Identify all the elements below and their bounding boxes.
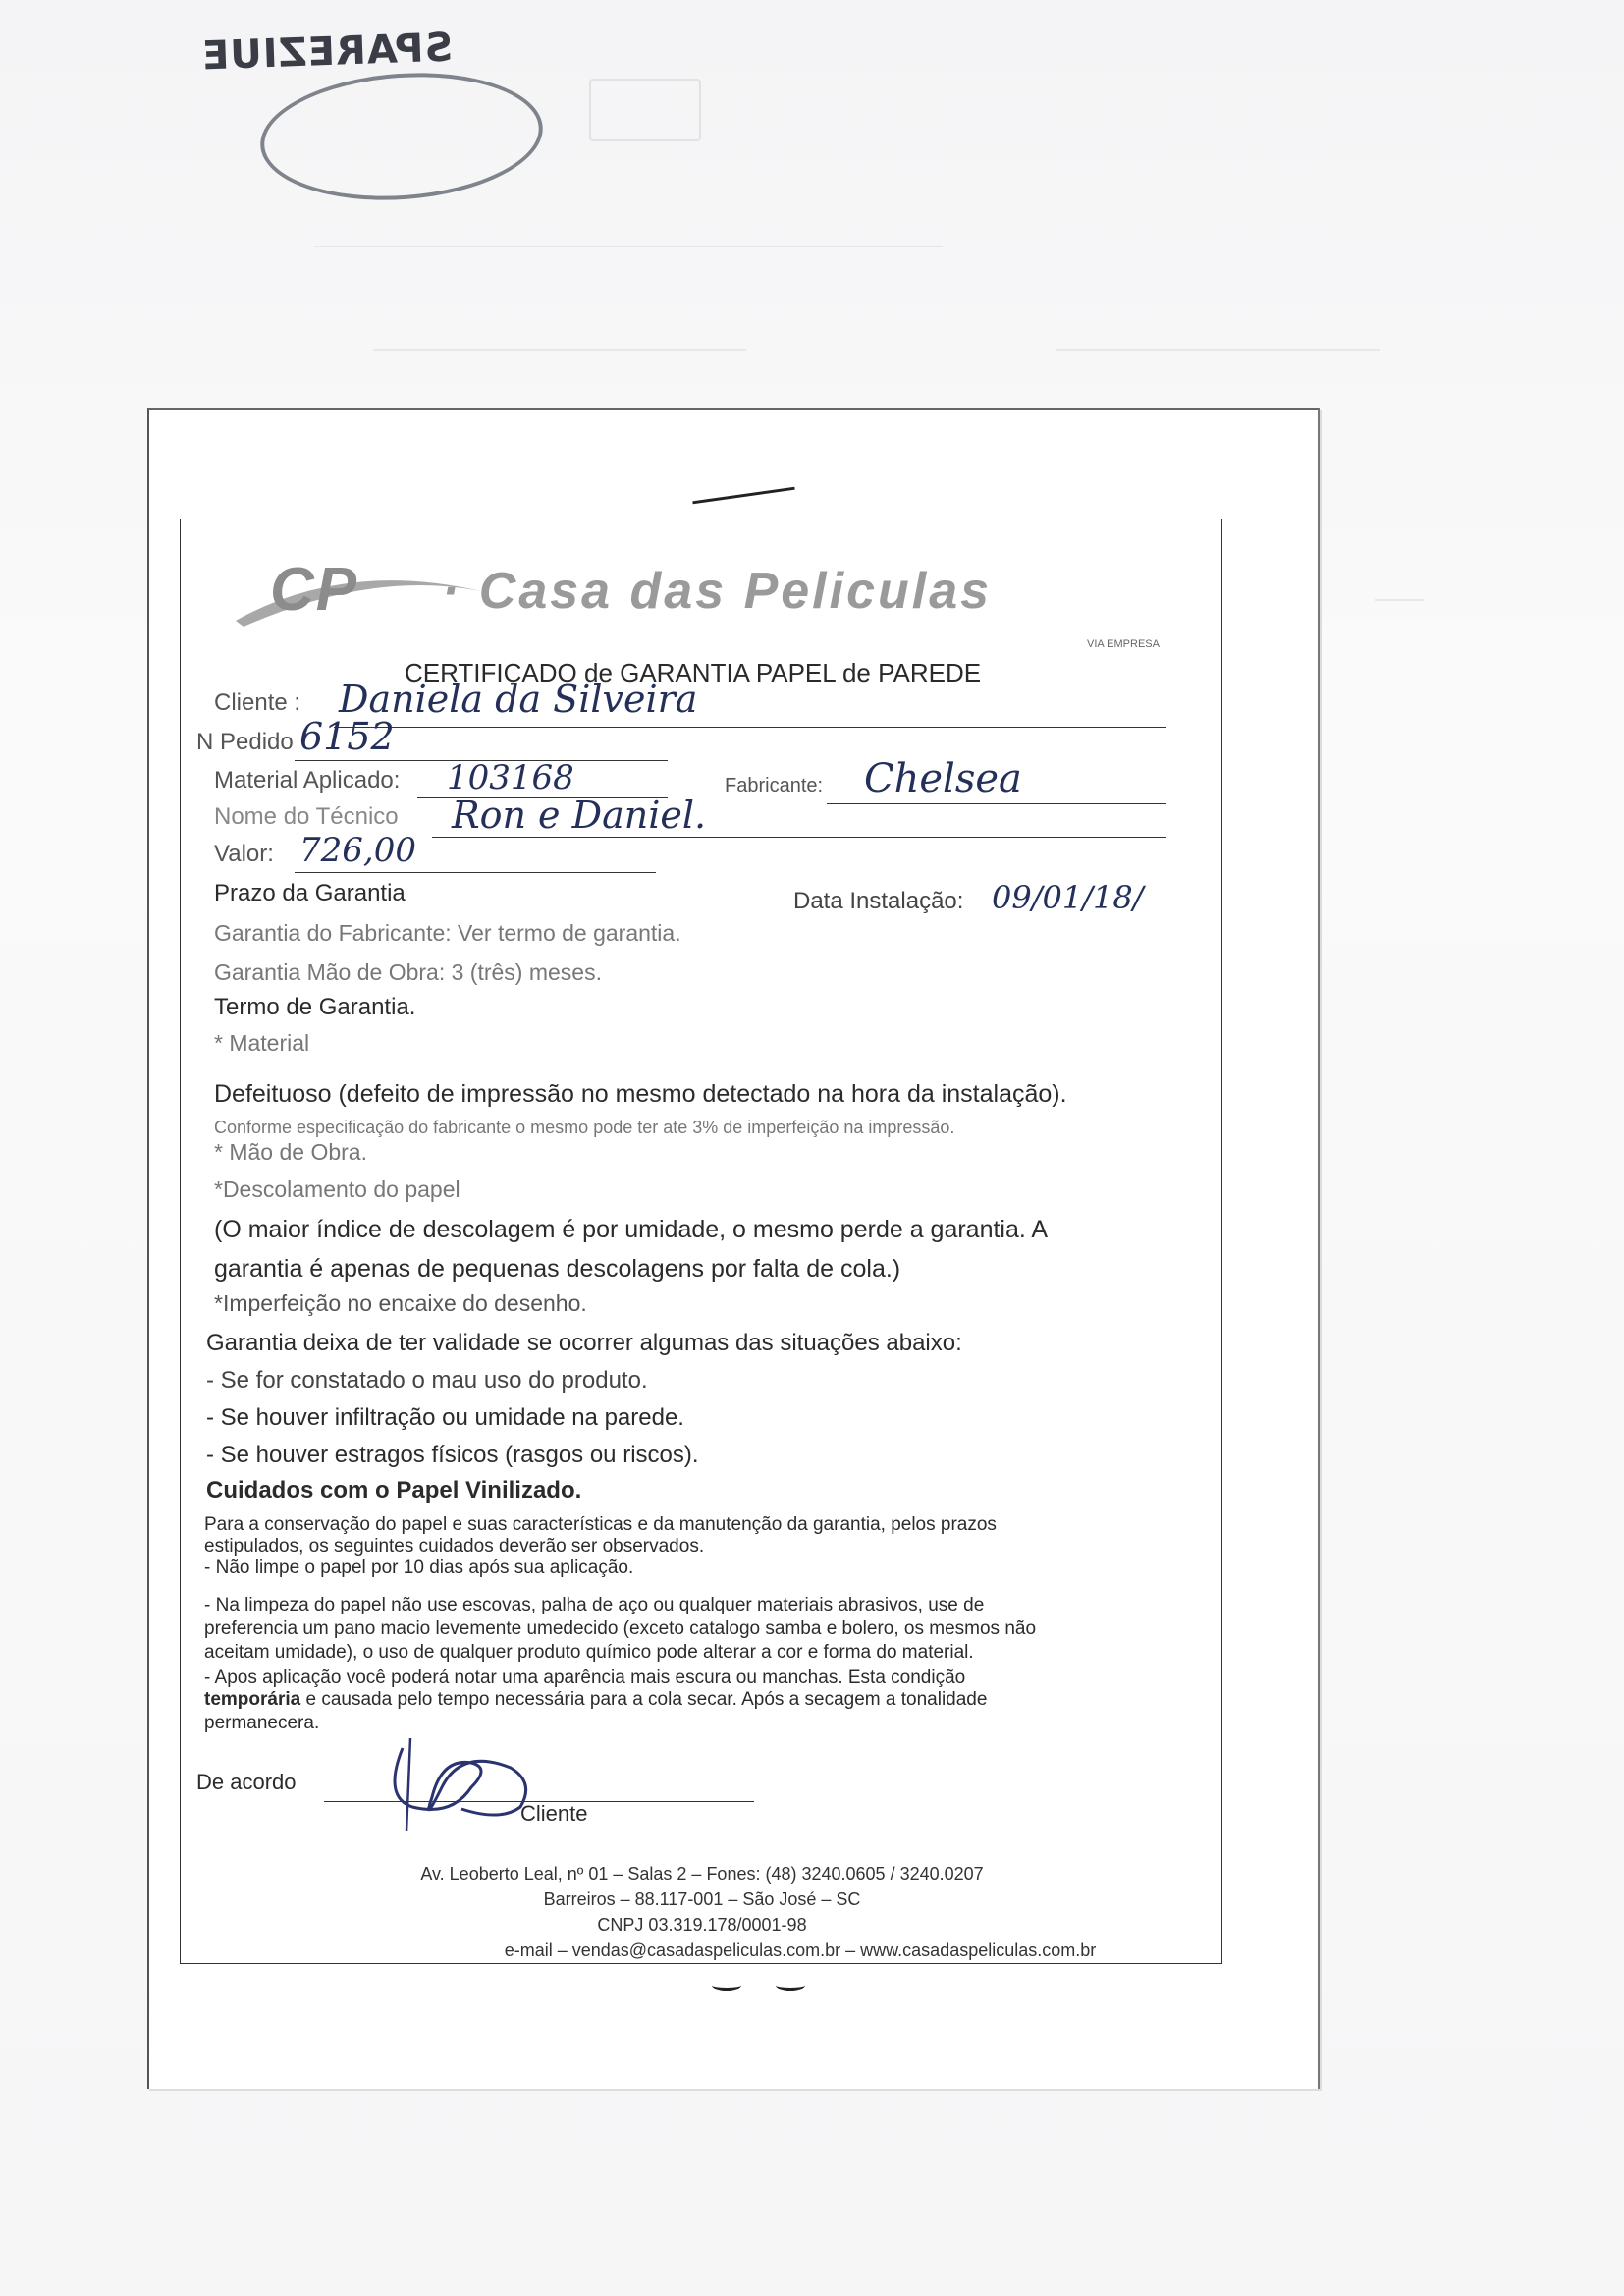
valor-label: Valor: bbox=[214, 841, 274, 867]
fabricante-line bbox=[827, 803, 1166, 804]
cuidados-line-1: Para a conservação do papel e suas características e da manutenção da garantia, pelos prazos bbox=[204, 1514, 997, 1535]
stamp-handwriting: SPAREZIUE bbox=[200, 25, 454, 80]
termo-maior-indice-1: (O maior índice de descolagem é por umidade, o mesmo perde a garantia. A bbox=[214, 1216, 1049, 1243]
de-acordo-label: De acordo bbox=[196, 1770, 297, 1794]
pedido-value: 6152 bbox=[299, 715, 395, 758]
cliente-line bbox=[334, 727, 1166, 728]
cliente-value: Daniela da Silveira bbox=[339, 678, 698, 721]
cuidados-line-9: permanecera. bbox=[204, 1713, 320, 1733]
cuidados-line-6: aceitam umidade), o uso de qualquer produto químico pode alterar a cor e forma do material. bbox=[204, 1642, 974, 1663]
termo-imperfeicao: *Imperfeição no encaixe do desenho. bbox=[214, 1290, 587, 1316]
termo-validade: Garantia deixa de ter validade se ocorrer algumas das situações abaixo: bbox=[206, 1330, 962, 1356]
prazo-heading: Prazo da Garantia bbox=[214, 880, 406, 906]
pen-mark-bottom bbox=[712, 1980, 741, 1991]
termo-maior-indice-2: garantia é apenas de pequenas descolagens por falta de cola.) bbox=[214, 1255, 901, 1283]
footer-email: e-mail – vendas@casadaspeliculas.com.br – www.casadaspeliculas.com.br bbox=[504, 1941, 1097, 1960]
termo-mao-obra: * Mão de Obra. bbox=[214, 1139, 367, 1165]
fabricante-label: Fabricante: bbox=[725, 775, 824, 796]
data-instalacao-value: 09/01/18/ bbox=[992, 879, 1144, 916]
pedido-label: N Pedido bbox=[196, 729, 294, 755]
garantia-mao-obra: Garantia Mão de Obra: 3 (três) meses. bbox=[214, 959, 602, 985]
cuidados-line-7: - Apos aplicação você poderá notar uma aparência mais escura ou manchas. Esta condição bbox=[204, 1667, 966, 1688]
termo-conforme: Conforme especificação do fabricante o mesmo pode ter ate 3% de imperfeição na impressão. bbox=[214, 1118, 955, 1137]
termo-defeituoso: Defeituoso (defeito de impressão no mesmo detectado na hora da instalação). bbox=[214, 1080, 1067, 1108]
termo-item-estragos: - Se houver estragos físicos (rasgos ou riscos). bbox=[206, 1442, 699, 1468]
cuidados-line-2: estipulados, os seguintes cuidados deverão ser observados. bbox=[204, 1536, 705, 1557]
footer-address: Av. Leoberto Leal, nº 01 – Salas 2 – Fones: (48) 3240.0605 / 3240.0207 bbox=[420, 1864, 984, 1884]
logo-company-name: · Casa das Peliculas bbox=[442, 563, 993, 620]
cliente-label: Cliente : bbox=[214, 689, 301, 716]
valor-line bbox=[295, 872, 656, 873]
pen-mark-bottom-2 bbox=[776, 1980, 805, 1991]
logo-initials: CP bbox=[270, 556, 359, 624]
cliente-signature-caption: Cliente bbox=[520, 1801, 588, 1826]
fabricante-value: Chelsea bbox=[864, 756, 1022, 801]
footer-city: Barreiros – 88.117-001 – São José – SC bbox=[543, 1889, 861, 1909]
valor-value: 726,00 bbox=[299, 831, 416, 870]
termo-heading: Termo de Garantia. bbox=[214, 994, 416, 1020]
garantia-fabricante: Garantia do Fabricante: Ver termo de garantia. bbox=[214, 920, 681, 946]
termo-descolamento: *Descolamento do papel bbox=[214, 1176, 460, 1202]
data-instalacao-label: Data Instalação: bbox=[793, 888, 964, 914]
footer-cnpj: CNPJ 03.319.178/0001-98 bbox=[597, 1915, 807, 1935]
termo-item-infiltracao: - Se houver infiltração ou umidade na parede. bbox=[206, 1404, 684, 1431]
termo-item-mau-uso: - Se for constatado o mau uso do produto. bbox=[206, 1367, 648, 1394]
tecnico-label: Nome do Técnico bbox=[214, 803, 399, 830]
cuidados-line-8 bbox=[204, 1689, 987, 1711]
cuidados-heading: Cuidados com o Papel Vinilizado. bbox=[206, 1477, 582, 1503]
via-empresa-label: VIA EMPRESA bbox=[1087, 638, 1160, 650]
tecnico-line bbox=[432, 837, 1166, 838]
material-label: Material Aplicado: bbox=[214, 767, 401, 793]
tecnico-value: Ron e Daniel. bbox=[452, 793, 707, 837]
material-value: 103168 bbox=[447, 758, 574, 797]
cuidados-line-8-rest: e causada pelo tempo necessária para a cola secar. Após a secagem a tonalidade bbox=[300, 1689, 988, 1710]
cuidados-line-4: - Na limpeza do papel não use escovas, palha de aço ou qualquer materiais abrasivos, use de bbox=[204, 1595, 985, 1615]
cuidados-line-5: preferencia um pano macio levemente umedecido (exceto catalogo samba e bolero, os mesmos não bbox=[204, 1618, 1037, 1639]
cuidados-line-3: - Não limpe o papel por 10 dias após sua aplicação. bbox=[204, 1558, 634, 1578]
termo-material: * Material bbox=[214, 1030, 310, 1056]
certificate-title: CERTIFICADO de GARANTIA PAPEL de PAREDE bbox=[405, 658, 982, 687]
temporaria-word: temporária bbox=[204, 1689, 301, 1710]
